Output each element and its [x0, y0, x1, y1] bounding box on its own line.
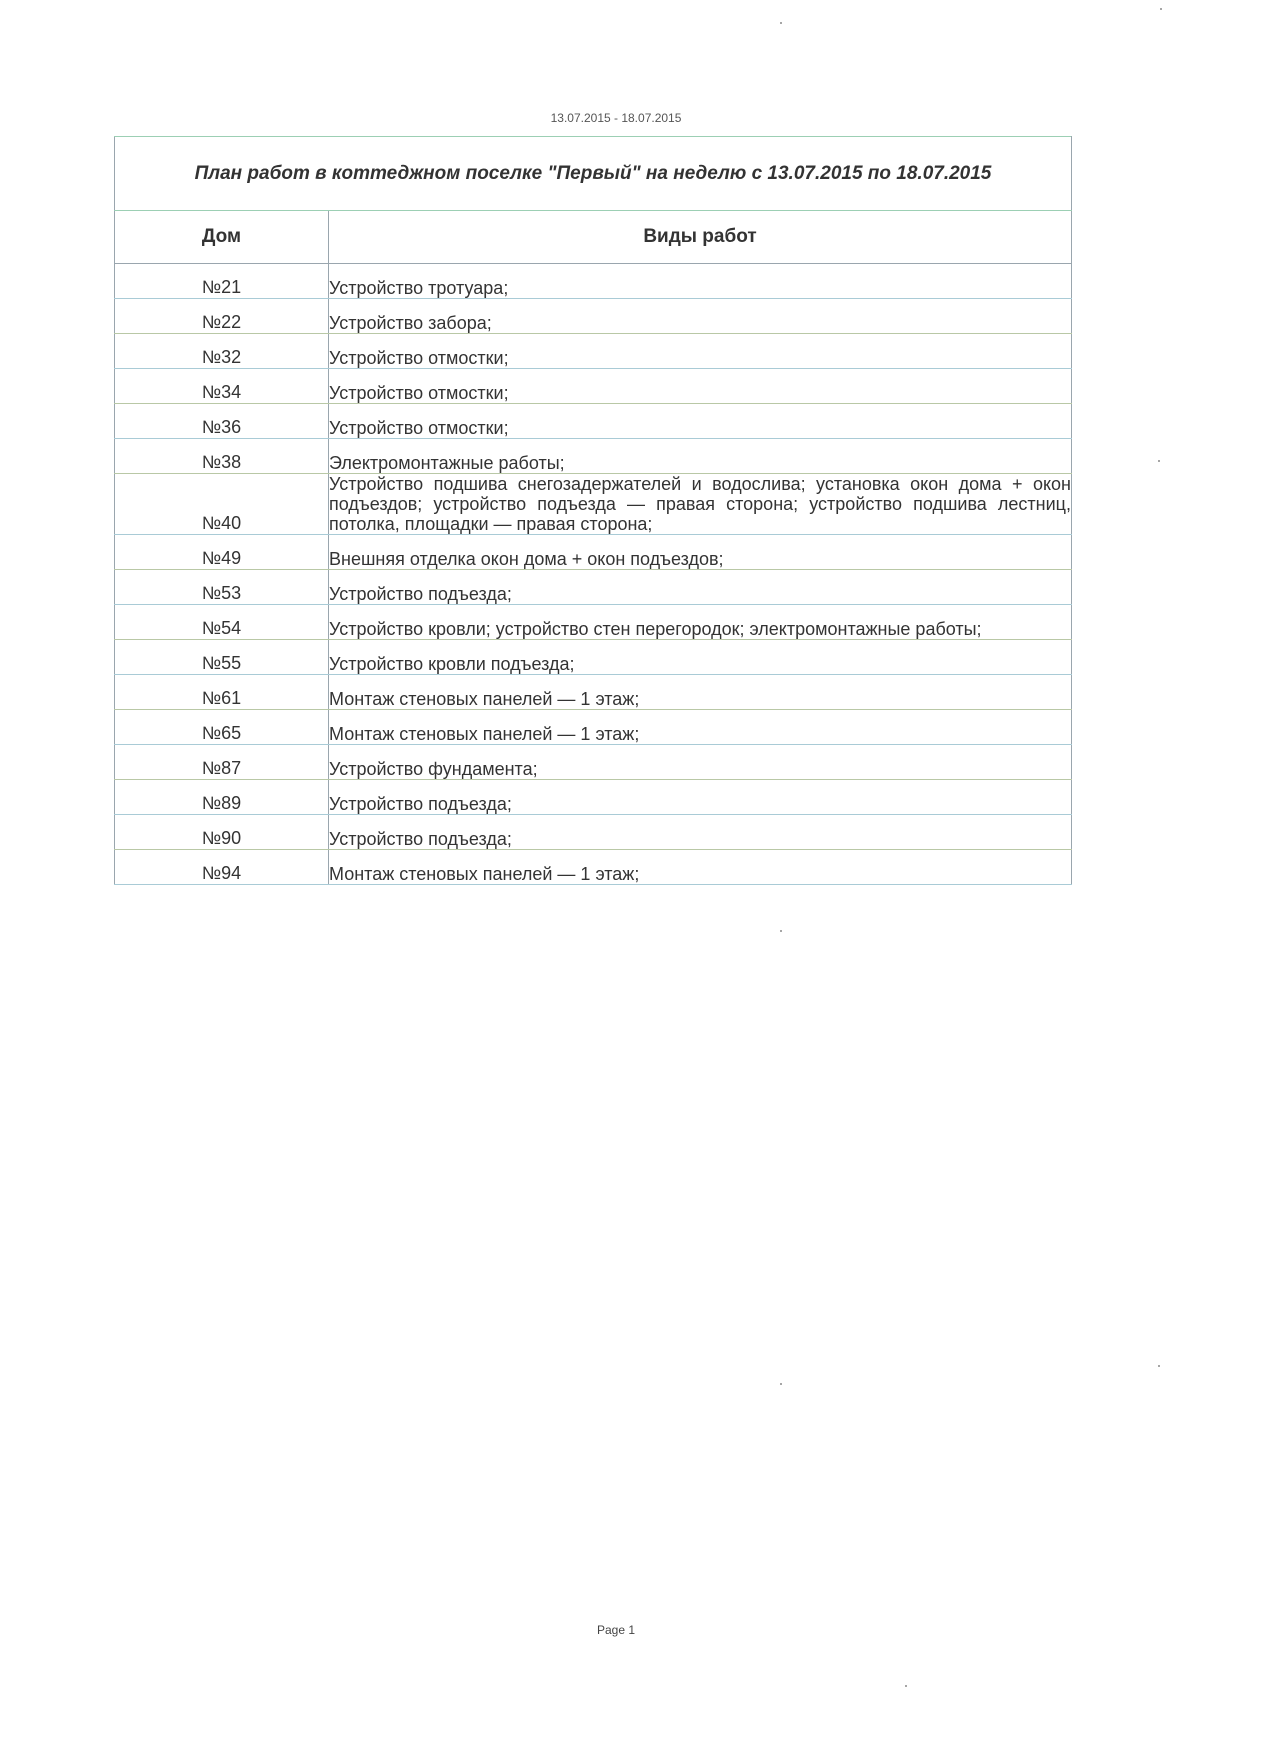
house-number-cell: №89: [115, 780, 329, 815]
table-row: [115, 675, 1072, 710]
house-number-cell: №53: [115, 570, 329, 605]
house-number-cell: №40: [115, 474, 329, 535]
house-number-cell: №65: [115, 710, 329, 745]
column-header-row: [115, 211, 1072, 264]
table-row: [115, 850, 1072, 885]
table-row: [115, 780, 1072, 815]
house-number-cell: №94: [115, 850, 329, 885]
title-row: [115, 137, 1072, 211]
scan-speck: [1158, 1365, 1160, 1367]
works-cell: Устройство подъезда;: [329, 815, 1072, 850]
scan-speck: [905, 1685, 907, 1687]
house-number-cell: №38: [115, 439, 329, 474]
table-row: [115, 640, 1072, 675]
house-number-cell: №54: [115, 605, 329, 640]
scan-speck: [780, 1383, 782, 1385]
house-number-cell: №87: [115, 745, 329, 780]
house-number-cell: №36: [115, 404, 329, 439]
works-cell: Устройство отмостки;: [329, 404, 1072, 439]
house-number-cell: №90: [115, 815, 329, 850]
house-number-cell: №61: [115, 675, 329, 710]
table-row: [115, 745, 1072, 780]
column-header-house: Дом: [115, 211, 329, 264]
table-row: [115, 710, 1072, 745]
house-number-cell: №34: [115, 369, 329, 404]
house-number-cell: №55: [115, 640, 329, 675]
house-number-cell: №22: [115, 299, 329, 334]
works-cell: Внешняя отделка окон дома + окон подъездов;: [329, 535, 1072, 570]
house-number-cell: №32: [115, 334, 329, 369]
table-row: [115, 264, 1072, 299]
works-cell: Устройство подъезда;: [329, 570, 1072, 605]
works-cell: Электромонтажные работы;: [329, 439, 1072, 474]
column-header-works: Виды работ: [329, 211, 1072, 264]
works-cell: Устройство кровли подъезда;: [329, 640, 1072, 675]
works-cell: Устройство тротуара;: [329, 264, 1072, 299]
house-number-cell: №49: [115, 535, 329, 570]
scan-speck: [1160, 8, 1162, 10]
table-row: [115, 369, 1072, 404]
works-cell: Устройство отмостки;: [329, 334, 1072, 369]
table-row: [115, 474, 1072, 535]
table-row: [115, 815, 1072, 850]
works-cell: Устройство кровли; устройство стен перегородок; электромонтажные работы;: [329, 605, 1072, 640]
table-row: [115, 404, 1072, 439]
table-row: [115, 605, 1072, 640]
house-number-cell: №21: [115, 264, 329, 299]
table-row: [115, 439, 1072, 474]
table-row: [115, 299, 1072, 334]
scan-speck: [780, 930, 782, 932]
works-cell: Устройство забора;: [329, 299, 1072, 334]
table-row: [115, 570, 1072, 605]
works-cell: Монтаж стеновых панелей — 1 этаж;: [329, 850, 1072, 885]
work-plan-table: [114, 136, 1072, 885]
table-row: [115, 535, 1072, 570]
works-cell: Устройство фундамента;: [329, 745, 1072, 780]
header-date: 13.07.2015 - 18.07.2015: [550, 111, 682, 125]
table-row: [115, 334, 1072, 369]
scan-speck: [780, 22, 782, 24]
page-number: Page 1: [596, 1623, 636, 1637]
document-title: План работ в коттеджном поселке "Первый" на неделю с 13.07.2015 по 18.07.2015: [115, 137, 1072, 211]
works-cell: Устройство подшива снегозадержателей и водослива; установка окон дома + окон подъездов; устройство подъезда — правая сторона; устройство подшива лестниц, потолка, площадки — правая сторона;: [329, 474, 1071, 534]
works-cell: Монтаж стеновых панелей — 1 этаж;: [329, 710, 1072, 745]
works-cell: Устройство подъезда;: [329, 780, 1072, 815]
works-cell: Монтаж стеновых панелей — 1 этаж;: [329, 675, 1072, 710]
works-cell: Устройство отмостки;: [329, 369, 1072, 404]
scan-speck: [1158, 460, 1160, 462]
table-body: [115, 264, 1072, 885]
